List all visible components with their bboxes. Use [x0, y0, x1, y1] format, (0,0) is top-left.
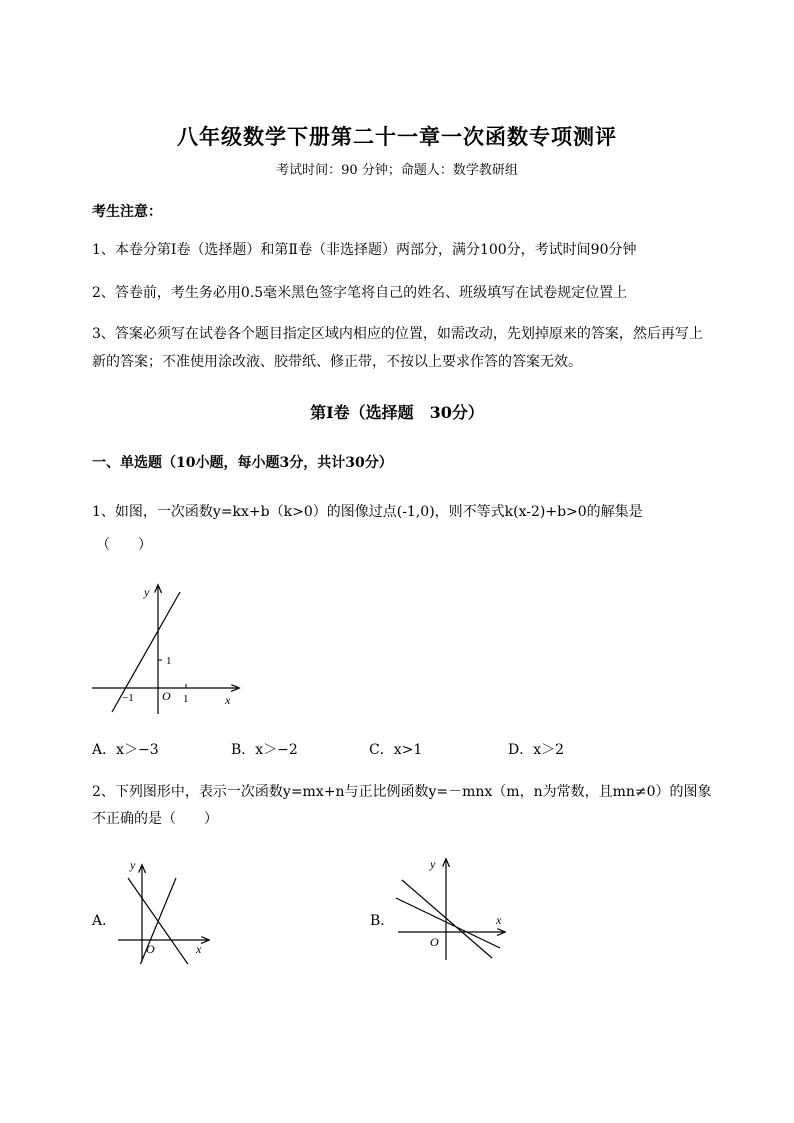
- x-neg-one-label: −1: [122, 692, 134, 704]
- q2-option-a-graph[interactable]: [110, 852, 220, 964]
- question-2-text-line2: 不正确的是（ ）: [92, 811, 218, 827]
- exam-info: 考试时间：90 分钟；命题人：数学教研组: [276, 163, 518, 178]
- y-one-label: 1: [166, 655, 172, 667]
- q1-option-c[interactable]: C．x>1: [369, 742, 423, 758]
- question-1-graph: [88, 578, 248, 718]
- notice-item-2: 2、答卷前，考生务必用0.5毫米黑色签字笔将自己的姓名、班级填写在试卷规定位置上: [92, 285, 628, 301]
- part-title: 第Ⅰ卷（选择题 30分）: [310, 403, 484, 422]
- origin-label: O: [146, 942, 155, 956]
- y-axis-label: y: [144, 585, 150, 599]
- x-one-label: 1: [183, 693, 189, 705]
- notice-heading: 考生注意：: [92, 204, 162, 220]
- y-axis-label: y: [130, 858, 136, 872]
- notice-item-3: 3、答案必须写在试卷各个题目指定区域内相应的位置，如需改动，先划掉原来的答案，然后再写上新的答案；不准使用涂改液、胶带纸、修正带，不按以上要求作答的答案无效。: [92, 326, 703, 370]
- y-axis-label: y: [430, 857, 436, 871]
- line-2: [138, 878, 176, 964]
- line-1: [128, 878, 192, 964]
- page-title: 八年级数学下册第二十一章一次函数专项测评: [177, 124, 617, 149]
- line-1: [402, 880, 492, 958]
- origin-label: O: [430, 935, 439, 949]
- q1-option-d[interactable]: D．x＞2: [508, 742, 565, 758]
- q1-option-b[interactable]: B．x＞−2: [231, 742, 298, 758]
- question-1-text: 1、如图，一次函数y=kx+b（k>0）的图像过点(-1,0)，则不等式k(x-2)+b>0的解集是: [92, 504, 643, 520]
- question-1-paren: （ ）: [96, 537, 152, 553]
- section-heading: 一、单选题（10小题，每小题3分，共计30分）: [92, 455, 393, 471]
- q2-option-b-graph[interactable]: [388, 852, 516, 964]
- q2-option-b-label[interactable]: B．: [370, 913, 395, 929]
- origin-label: O: [162, 689, 171, 703]
- x-axis-label: x: [196, 942, 202, 956]
- line-2: [396, 898, 500, 948]
- q1-option-a[interactable]: A．x＞−3: [92, 742, 159, 758]
- notice-item-1: 1、本卷分第Ⅰ卷（选择题）和第Ⅱ卷（非选择题）两部分，满分100分，考试时间90分钟: [92, 242, 637, 258]
- x-axis-label: x: [496, 913, 502, 927]
- q2-option-a-label[interactable]: A．: [92, 913, 117, 929]
- x-axis-label: x: [225, 693, 231, 707]
- question-2-text-line1: 2、下列图形中，表示一次函数y=mx+n与正比例函数y=－mnx（m，n为常数，且mn≠0）的图象: [92, 784, 712, 800]
